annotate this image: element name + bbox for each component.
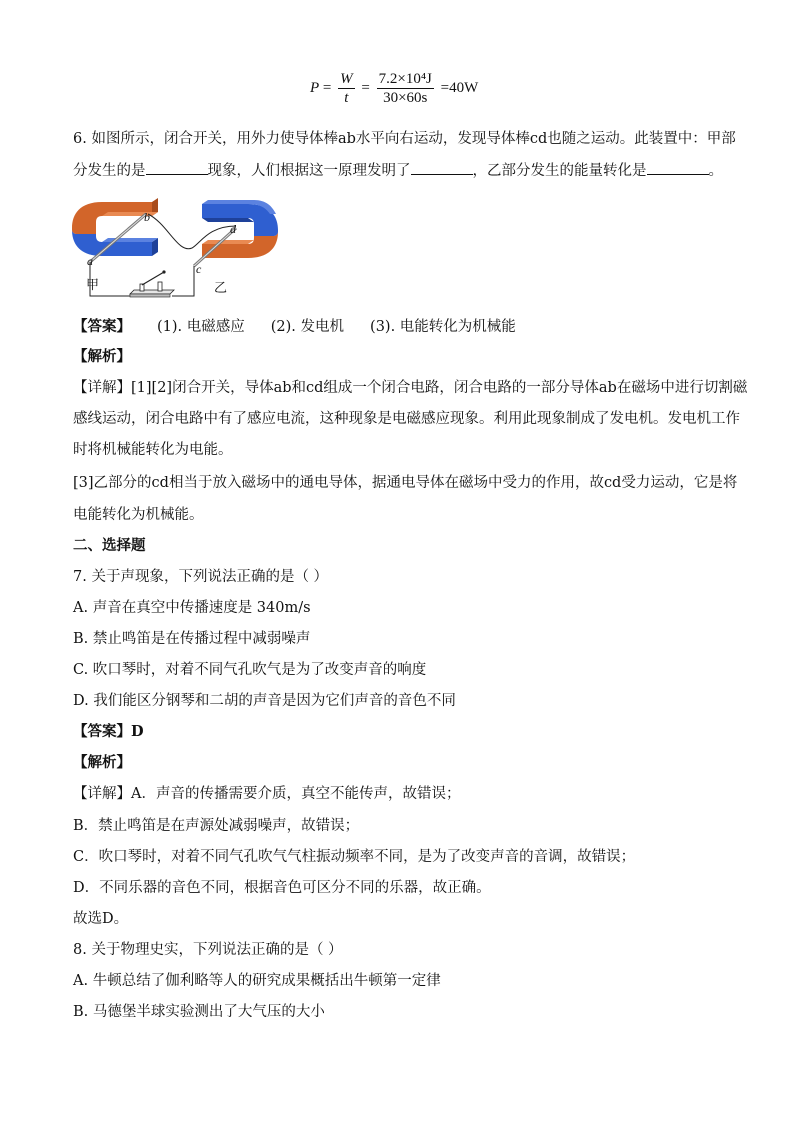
q6-detail-3: 时将机械能转化为电能。 <box>73 442 233 458</box>
formula-lhs: P <box>310 80 320 96</box>
formula-frac1-num: W <box>340 71 353 87</box>
q6-detail-1: 【详解】[1][2]闭合开关，导体ab和cd组成一个闭合电路，闭合电路的一部分导体ab在磁场中进行切割磁 <box>73 380 748 396</box>
q7-detail-5: 故选D。 <box>73 911 129 927</box>
q7-analysis-label: 【解析】 <box>73 754 131 771</box>
q6-text-d: 。 <box>708 163 723 179</box>
q7-detail-1: 【详解】A．声音的传播需要介质，真空不能传声，故错误； <box>73 786 461 802</box>
label-c: c <box>196 262 202 276</box>
q6-answer-label: 【答案】 <box>73 318 131 335</box>
q6-text-b: 现象，人们根据这一原理发明了 <box>207 163 411 179</box>
label-yi: 乙 <box>214 281 228 296</box>
label-a: a <box>87 254 93 268</box>
q6-detail-5: 电能转化为机械能。 <box>73 507 204 523</box>
q6-blank-3 <box>647 160 709 175</box>
section-2-title: 二、选择题 <box>73 537 146 554</box>
magnet-circuit-diagram <box>68 196 283 308</box>
q7-option-b: B. 禁止鸣笛是在传播过程中减弱噪声 <box>73 631 311 647</box>
label-jia: 甲 <box>86 278 100 293</box>
formula-eq1: = <box>322 80 332 96</box>
q6-blank-1 <box>146 160 208 175</box>
q6-answer-3: (3). 电能转化为机械能 <box>370 319 516 335</box>
power-formula <box>310 70 478 114</box>
q6-text-a: 分发生的是 <box>73 163 146 179</box>
q6-detail-2: 感线运动，闭合电路中有了感应电流，这种现象是电磁感应现象。利用此现象制成了发电机。发电机工作 <box>73 411 740 427</box>
formula-frac2-num: 7.2×10⁴J <box>378 71 432 87</box>
q7-stem: 7. 关于声现象，下列说法正确的是（ ） <box>73 569 329 585</box>
left-magnet <box>72 198 158 256</box>
q6-analysis-label: 【解析】 <box>73 348 131 365</box>
switch <box>130 270 174 297</box>
label-d: d <box>230 222 236 236</box>
q6-detail-4: [3]乙部分的cd相当于放入磁场中的通电导体，据通电导体在磁场中受力的作用，故cd受力运动，它是将 <box>73 475 738 491</box>
q6-answer-2: (2). 发电机 <box>270 319 345 335</box>
formula-eq2: = <box>361 80 370 96</box>
q7-detail-2: B．禁止鸣笛是在声源处减弱噪声，故错误； <box>73 818 360 834</box>
q8-option-b: B. 马德堡半球实验测出了大气压的大小 <box>73 1004 325 1020</box>
q8-option-a: A. 牛顿总结了伽利略等人的研究成果概括出牛顿第一定律 <box>73 973 441 989</box>
q6-answer-1: (1). 电磁感应 <box>157 319 245 335</box>
magnet-circuit-figure <box>68 196 283 308</box>
formula-fraction-2 <box>377 70 434 107</box>
q7-option-a: A. 声音在真空中传播速度是 340m/s <box>73 600 311 616</box>
q7-detail-4: D．不同乐器的音色不同，根据音色可区分不同的乐器，故正确。 <box>73 880 491 896</box>
q7-detail-3: C．吹口琴时，对着不同气孔吹气气柱振动频率不同，是为了改变声音的音调，故错误； <box>73 849 636 865</box>
q6-stem-line1: 6. 如图所示，闭合开关，用外力使导体棒ab水平向右运动，发现导体棒cd也随之运动。此装置中：甲部 <box>73 131 736 147</box>
wire-right <box>172 266 194 296</box>
q6-blank-2 <box>411 160 473 175</box>
formula-fraction-1 <box>338 70 355 107</box>
q6-text-c: ，乙部分发生的能量转化是 <box>472 163 647 179</box>
q7-answer: 【答案】D <box>73 723 144 740</box>
formula-frac1-den: t <box>344 90 349 106</box>
q6-answer-line <box>73 317 516 337</box>
label-b: b <box>144 210 150 224</box>
q7-option-c: C. 吹口琴时，对着不同气孔吹气是为了改变声音的响度 <box>73 662 427 678</box>
q8-stem: 8. 关于物理史实，下列说法正确的是（ ） <box>73 942 343 958</box>
formula-frac2-den: 30×60s <box>383 90 428 106</box>
formula-result: =40W <box>440 80 479 96</box>
q6-stem-line2 <box>73 160 723 181</box>
q7-option-d: D. 我们能区分钢琴和二胡的声音是因为它们声音的音色不同 <box>73 693 456 709</box>
